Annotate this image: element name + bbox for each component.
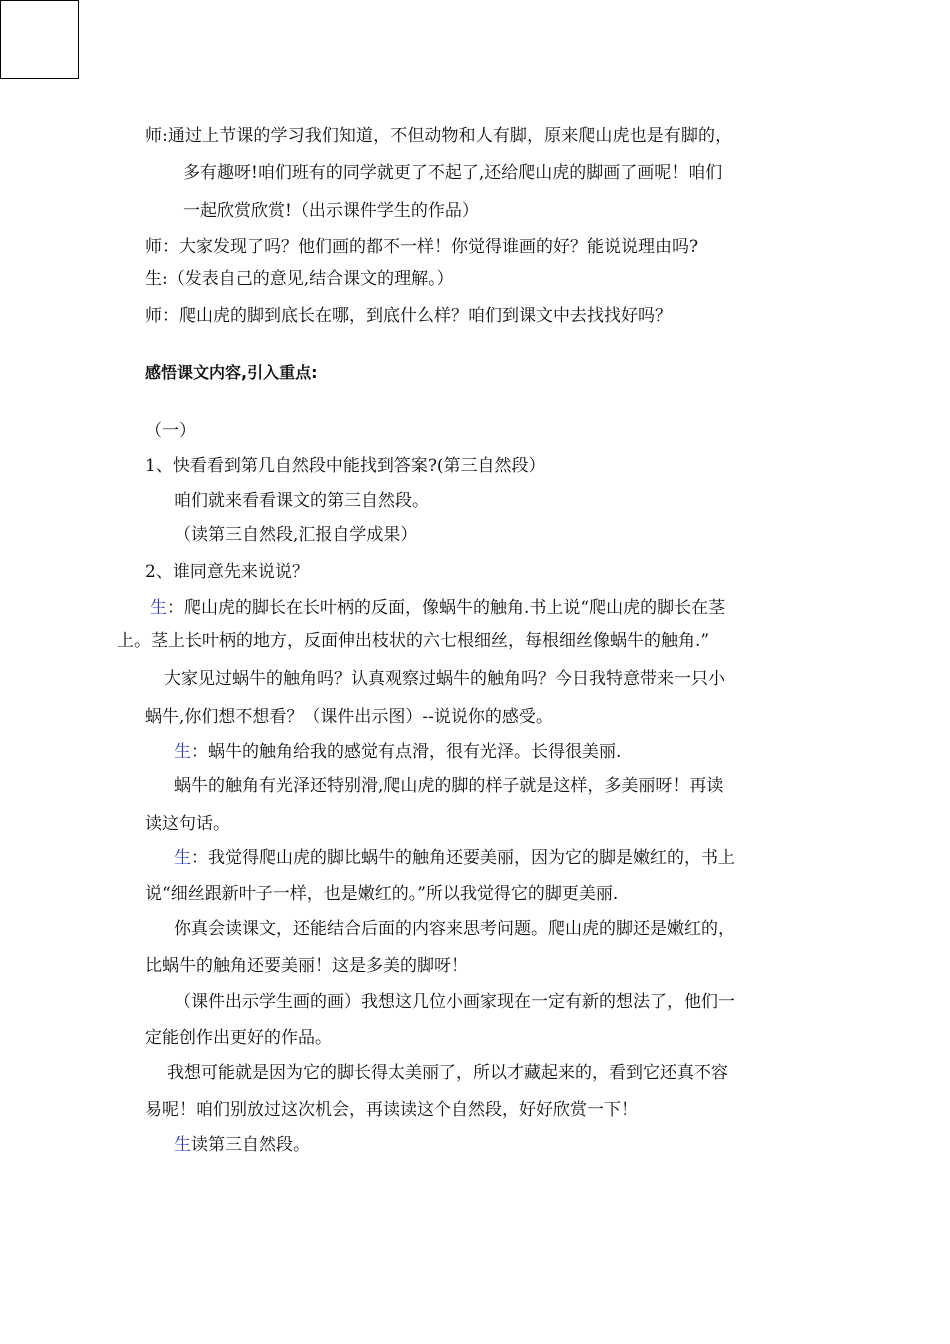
para-line: （读第三自然段,汇报自学成果）	[174, 525, 418, 545]
para-line: 读这句话。	[145, 814, 230, 834]
para-line: 易呢！咱们别放过这次机会，再读读这个自然段，好好欣赏一下！	[145, 1100, 638, 1120]
para-line: 师：爬山虎的脚到底长在哪，到底什么样？咱们到课文中去找找好吗？	[145, 306, 672, 326]
para-line: 比蜗牛的触角还要美丽！这是多美的脚呀！	[145, 956, 468, 976]
para-line: 多有趣呀!咱们班有的同学就更了不起了,还给爬山虎的脚画了画呢！咱们	[183, 163, 723, 183]
para-line: 咱们就来看看课文的第三自然段。	[174, 491, 429, 511]
para-line: 师：大家发现了吗？他们画的都不一样！你觉得谁画的好？能说说理由吗?	[145, 237, 699, 257]
para-line: 大家见过蜗牛的触角吗？认真观察过蜗牛的触角吗？今日我特意带来一只小	[164, 669, 725, 689]
para-line: 蜗牛,你们想不想看？（课件出示图）--说说你的感受。	[145, 707, 553, 727]
speaker-label: 生	[174, 1135, 191, 1155]
line-text: 读第三自然段。	[191, 1135, 310, 1155]
line-text: ：爬山虎的脚长在长叶柄的反面，像蜗牛的触角.书上说“爬山虎的脚长在茎	[167, 598, 726, 618]
para-line: 上。茎上长叶柄的地方，反面伸出枝状的六七根细丝，每根细丝像蜗牛的触角.”	[117, 631, 710, 651]
para-line	[174, 741, 621, 763]
section-heading: 感悟课文内容,引入重点:	[145, 363, 318, 382]
speaker-label: 生	[174, 848, 191, 868]
para-line: （课件出示学生画的画）我想这几位小画家现在一定有新的想法了，他们一	[174, 992, 735, 1012]
line-text: ：蜗牛的触角给我的感觉有点滑，很有光泽。长得很美丽.	[191, 742, 622, 762]
para-line: 定能创作出更好的作品。	[145, 1028, 332, 1048]
para-line: 说“细丝跟新叶子一样，也是嫩红的。”所以我觉得它的脚更美丽.	[145, 884, 619, 904]
speaker-label: 生	[150, 598, 167, 618]
para-line: 你真会读课文，还能结合后面的内容来思考问题。爬山虎的脚还是嫩红的，	[174, 919, 735, 939]
para-line: 师:通过上节课的学习我们知道，不但动物和人有脚，原来爬山虎也是有脚的，	[145, 126, 733, 146]
para-line	[174, 847, 735, 869]
para-line	[174, 1134, 310, 1156]
para-line: 蜗牛的触角有光泽还特别滑,爬山虎的脚的样子就是这样，多美丽呀！再读	[174, 776, 724, 796]
para-line: 2、谁同意先来说说？	[145, 562, 309, 582]
para-line	[150, 597, 725, 619]
speaker-label: 生	[174, 742, 191, 762]
corner-box	[0, 0, 79, 79]
para-line: 一起欣赏欣赏!（出示课件学生的作品）	[183, 201, 479, 221]
line-text: ：我觉得爬山虎的脚比蜗牛的触角还要美丽，因为它的脚是嫩红的，书上	[191, 848, 735, 868]
para-line: 我想可能就是因为它的脚长得太美丽了，所以才藏起来的，看到它还真不容	[167, 1063, 728, 1083]
para-line: 生:（发表自己的意见,结合课文的理解。）	[145, 269, 454, 289]
para-line: （一）	[145, 421, 196, 441]
para-line: 1、快看看到第几自然段中能找到答案?(第三自然段）	[145, 456, 546, 476]
